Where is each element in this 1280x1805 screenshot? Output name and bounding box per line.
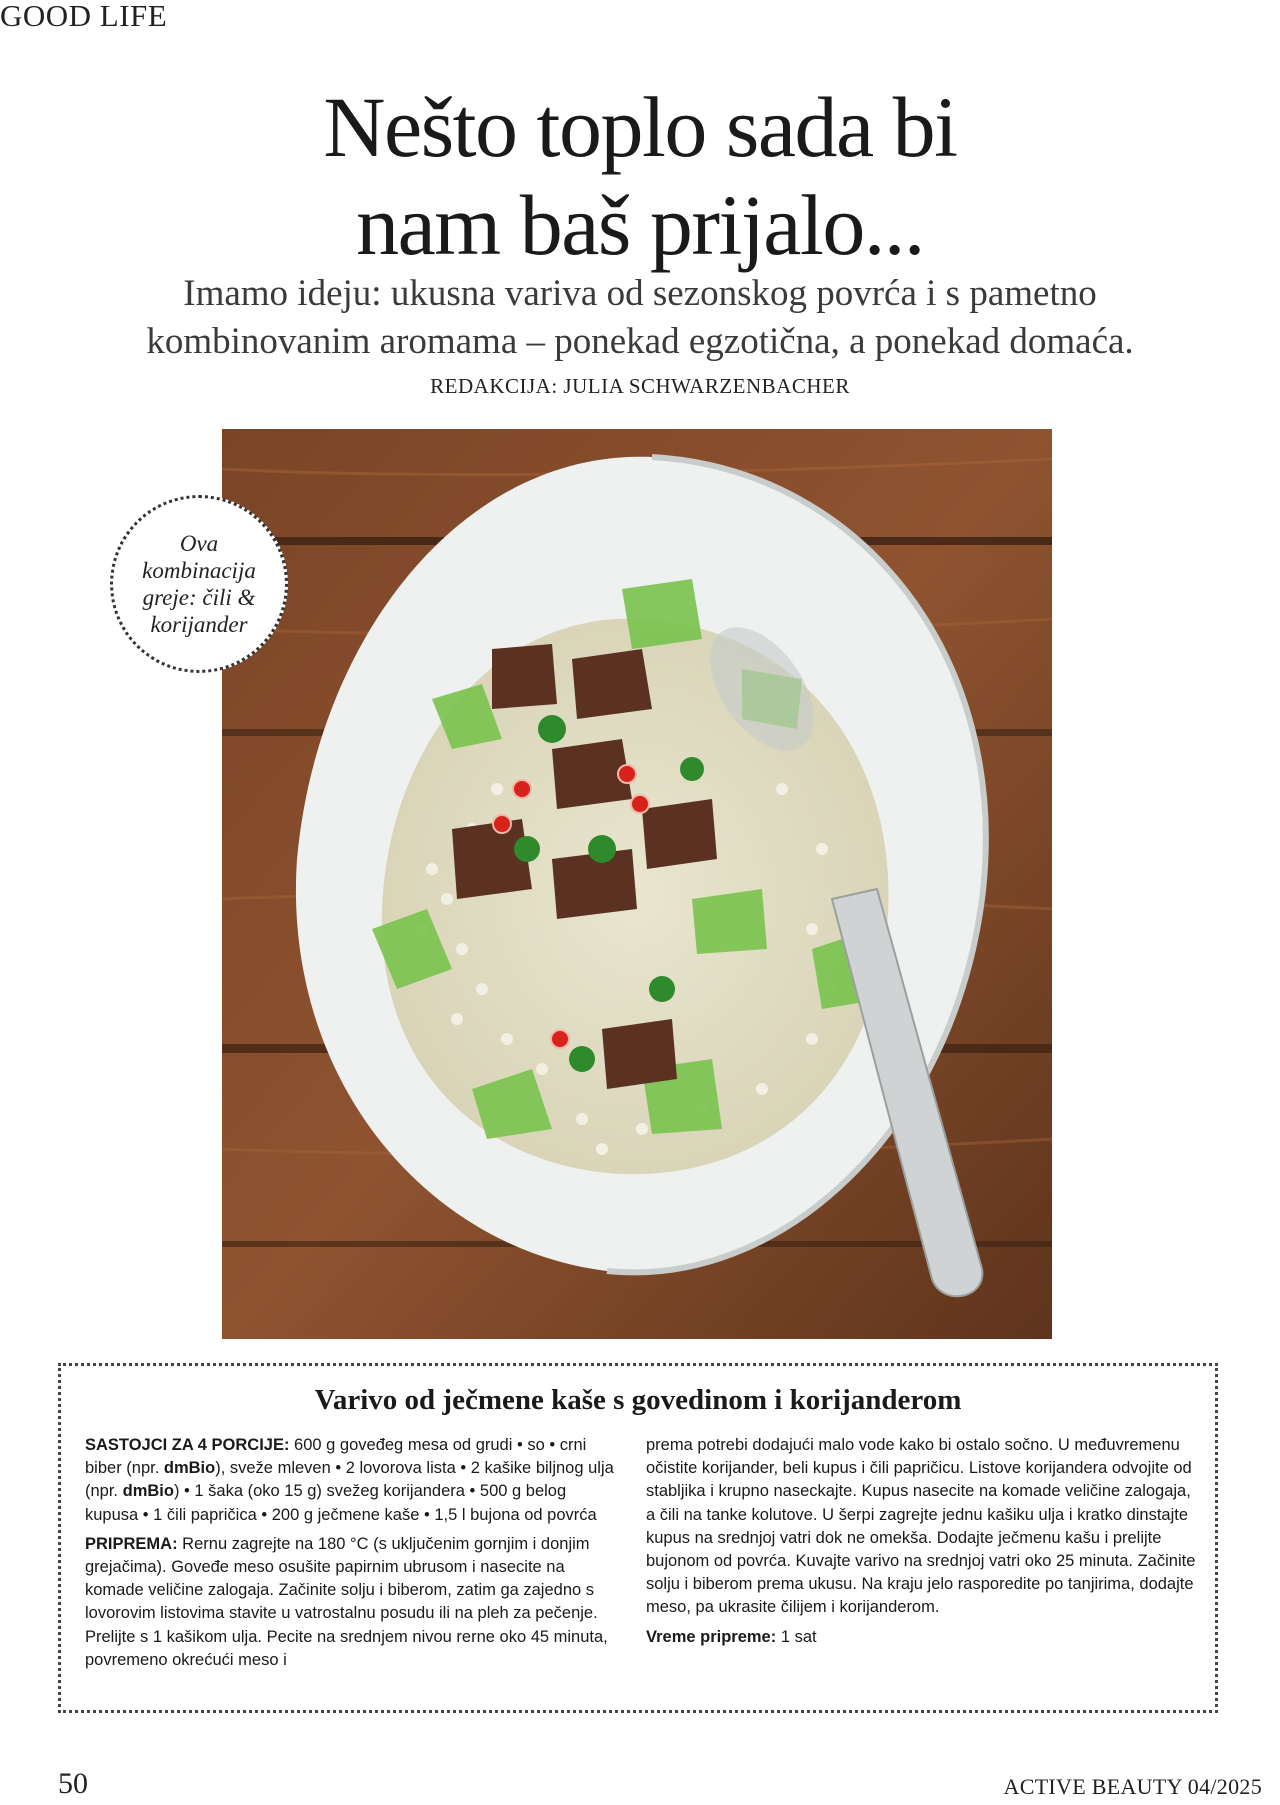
headline-line: Nešto toplo sada bi [323,79,957,175]
prep-time-label: Vreme pripreme: [646,1627,777,1646]
byline: REDAKCIJA: JULIA SCHWARZENBACHER [430,374,850,398]
recipe-column-right [646,1434,1196,1655]
callout-text [124,530,274,638]
brand-name: dmBio [122,1482,174,1501]
deck-line: Imamo ideju: ukusna variva od sezonskog povrća i s pametno [183,273,1097,314]
callout-line: Ova [179,531,219,556]
ingredients-label: SASTOJCI ZA 4 PORCIJE: [85,1436,290,1454]
ingredients-text: 600 g goveđeg mesa od grudi • so • crni biber (npr. [85,1436,587,1478]
ingredients-paragraph [85,1434,620,1527]
recipe-title: Varivo od ječmene kaše s govedinom i korijanderom [314,1384,962,1416]
preparation-label: PRIPREMA: [85,1534,178,1553]
recipe-box [58,1363,1218,1713]
section-label: GOOD LIFE [0,0,168,33]
preparation-continued: prema potrebi dodajući malo vode kako bi ostalo sočno. U međuvremenu očistite korijander, beli kupus i čili papričicu. Listove korijandera odvojite od stabljika i krupno naseckajte. Kupus nasecite na komade veličine zalogaja, a čili na tanke kolutove. U šerpi zagrejte jednu kašiku ulja i kratko dinstajte kupus na srednjoj vatri dok ne omekša. Dodajte ječmenu kašu i prelijte bujonom od povrća. Kuvajte varivo na srednjoj vatri oko 25 minuta. Začinite solju i biberom prema ukusu. Na kraju jelo rasporedite po tanjirima, dodajte meso, pa ukrasite čilijem i korijanderom. [646,1436,1196,1617]
recipe-column-left [85,1434,620,1678]
callout-line: greje: čili & [142,585,256,610]
callout-badge [110,495,288,673]
brand-name: dmBio [163,1459,216,1478]
stew-photo [222,429,1052,1339]
headline-line: nam baš prijalo... [356,177,924,273]
prep-time [646,1626,1196,1649]
headline [140,78,1140,274]
deck-line: kombinovanim aromama – ponekad egzotična, a ponekad domaća. [146,321,1134,362]
preparation-paragraph [85,1533,620,1672]
prep-time-value: 1 sat [776,1627,817,1646]
deck [80,270,1200,366]
magazine-issue: ACTIVE BEAUTY 04/2025 [1003,1774,1262,1799]
ingredients-text: ), sveže mleven • 2 lovorova lista • 2 kašike biljnog ulja (npr. [85,1459,614,1501]
callout-line: korijander [150,612,248,637]
preparation-text: Rernu zagrejte na 180 °C (s uključenim gornjim i donjim grejačima). Goveđe meso osušite papirnim ubrusom i nasecite na komade veličine zalogaja. Začinite solju i biberom, zatim ga zajedno s lovorovim listovima stavite u vatrostalnu posudu ili na pleh za pečenje. Prelijte s 1 kašikom ulja. Pecite na srednjem nivou rerne oko 45 minuta, povremeno okrećući meso i [85,1534,608,1669]
ingredients-text: ) • 1 šaka (oko 15 g) svežeg korijandera • 500 g belog kupusa • 1 čili papričica • 200 g ječmene kaše • 1,5 l bujona od povrća [85,1482,597,1524]
page-number: 50 [58,1767,88,1800]
callout-line: kombinacija [142,558,256,583]
